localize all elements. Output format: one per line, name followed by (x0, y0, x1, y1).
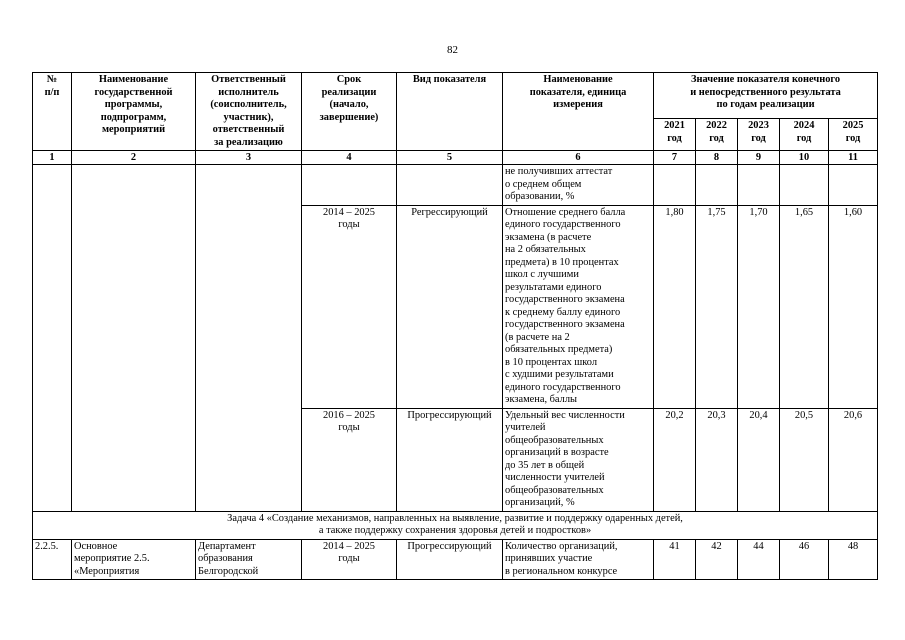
indicator-name-cell: Количество организаций, принявших участие в региональном конкурсе (503, 539, 654, 580)
column-number: 9 (738, 151, 780, 165)
indicator-type-cell (397, 165, 503, 206)
indicator-type-cell: Прогрессирующий (397, 539, 503, 580)
column-number: 10 (780, 151, 829, 165)
column-number: 1 (33, 151, 72, 165)
indicator-name-cell: Отношение среднего балла единого государственного экзамена (в расчете на 2 обязательных предмета) в 10 процентах школ с лучшими результатами единого государственного экзамена к среднему баллу единого государственного экзамена (в расчете на 2 обязательных предмета) в 10 процентах школ с худшими результатами единого государственного экзамена, баллы (503, 205, 654, 408)
value-cell (696, 165, 738, 206)
table-row (33, 165, 878, 206)
column-number: 6 (503, 151, 654, 165)
value-cell: 20,2 (654, 408, 696, 511)
value-cell: 20,4 (738, 408, 780, 511)
indicator-type-cell: Прогрессирующий (397, 408, 503, 511)
value-cell: 48 (829, 539, 878, 580)
header-indicator-type: Вид показателя (397, 73, 503, 151)
indicator-type-cell: Регрессирующий (397, 205, 503, 408)
table-row (33, 539, 878, 580)
empty-cell (72, 165, 196, 512)
column-number: 5 (397, 151, 503, 165)
header-values-group: Значение показателя конечного и непосредственного результата по годам реализации (654, 73, 878, 119)
value-cell (829, 165, 878, 206)
row-number-cell: 2.2.5. (33, 539, 72, 580)
indicator-name-cell: Удельный вес численности учителей общеобразовательных организаций в возрасте до 35 лет в общей численности учителей общеобразовательных организаций, % (503, 408, 654, 511)
header-row (33, 73, 878, 119)
header-program: Наименование государственной программы, подпрограмм, мероприятий (72, 73, 196, 151)
executor-cell: Департамент образования Белгородской (196, 539, 302, 580)
value-cell: 42 (696, 539, 738, 580)
empty-cell (33, 165, 72, 512)
value-cell (738, 165, 780, 206)
period-cell: 2014 – 2025 годы (302, 539, 397, 580)
value-cell: 1,70 (738, 205, 780, 408)
header-year: 2021 год (654, 119, 696, 151)
header-executor: Ответственный исполнитель (соисполнитель, участник), ответственный за реализацию (196, 73, 302, 151)
header-indicator-name: Наименование показателя, единица измерения (503, 73, 654, 151)
header-year: 2025 год (829, 119, 878, 151)
value-cell: 20,6 (829, 408, 878, 511)
value-cell: 44 (738, 539, 780, 580)
header-year: 2022 год (696, 119, 738, 151)
column-number: 8 (696, 151, 738, 165)
period-cell: 2016 – 2025 годы (302, 408, 397, 511)
column-number: 7 (654, 151, 696, 165)
period-cell: 2014 – 2025 годы (302, 205, 397, 408)
value-cell: 1,65 (780, 205, 829, 408)
value-cell: 1,80 (654, 205, 696, 408)
period-cell (302, 165, 397, 206)
header-number: № п/п (33, 73, 72, 151)
indicators-table (32, 72, 878, 580)
value-cell: 46 (780, 539, 829, 580)
value-cell: 20,5 (780, 408, 829, 511)
task-heading: Задача 4 «Создание механизмов, направленных на выявление, развитие и поддержку одаренных детей, а также поддержку сохранения здоровья детей и подростков» (33, 511, 878, 539)
task-row (33, 511, 878, 539)
header-year: 2023 год (738, 119, 780, 151)
column-number: 3 (196, 151, 302, 165)
value-cell (654, 165, 696, 206)
header-period: Срок реализации (начало, завершение) (302, 73, 397, 151)
indicator-name-cell: не получивших аттестат о среднем общем образовании, % (503, 165, 654, 206)
value-cell: 41 (654, 539, 696, 580)
column-numbers-row (33, 151, 878, 165)
page-number: 82 (447, 44, 458, 56)
value-cell: 20,3 (696, 408, 738, 511)
empty-cell (196, 165, 302, 512)
program-cell: Основное мероприятие 2.5. «Мероприятия (72, 539, 196, 580)
header-year: 2024 год (780, 119, 829, 151)
column-number: 2 (72, 151, 196, 165)
value-cell: 1,60 (829, 205, 878, 408)
column-number: 11 (829, 151, 878, 165)
value-cell: 1,75 (696, 205, 738, 408)
column-number: 4 (302, 151, 397, 165)
value-cell (780, 165, 829, 206)
